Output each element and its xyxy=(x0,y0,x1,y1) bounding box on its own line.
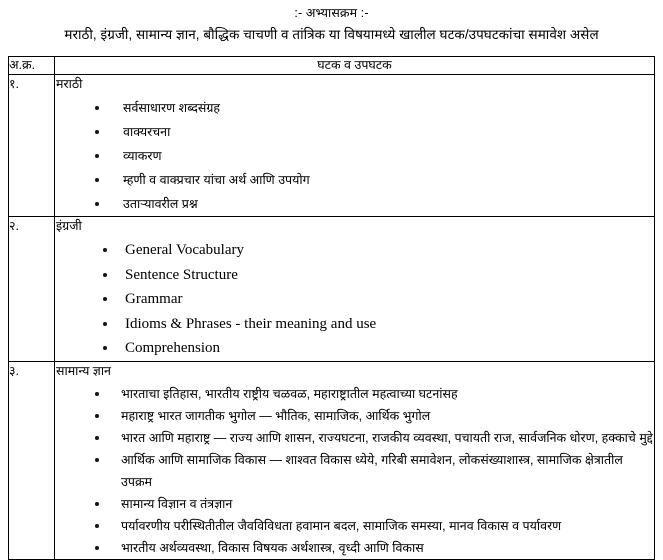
topic-list-item: सामान्य विज्ञान व तंत्रज्ञान xyxy=(93,493,654,515)
topic-list-item: म्हणी व वाक्प्रचार यांचा अर्थ आणि उपयोग xyxy=(93,168,654,192)
topic-list-item: उताऱ्यावरील प्रश्न xyxy=(93,192,654,216)
topic-list-item: General Vocabulary xyxy=(99,238,654,263)
topic-list-item: भारतीय अर्थव्यवस्था, विकास विषयक अर्थशास्त्र, वृध्दी आणि विकास xyxy=(93,537,654,559)
topic-list-item: आर्थिक आणि सामाजिक विकास — शाश्वत विकास ध्येये, गरिबी समावेशन, लोकसंख्याशास्त्र, सामाजिक क्षेत्रातील उपक्रम xyxy=(93,449,654,493)
serial-number-cell: २. xyxy=(9,217,55,362)
topic-list-item: भारत आणि महाराष्ट्र — राज्य आणि शासन, राज्यघटना, राजकीय व्यवस्था, पचायती राज, सार्वजनिक धोरण, हक्काचे मुद्दे xyxy=(93,427,654,449)
column-header-topic: घटक व उपघटक xyxy=(55,57,655,75)
topic-list-item: Sentence Structure xyxy=(99,263,654,288)
syllabus-table xyxy=(8,56,655,560)
table-row xyxy=(9,75,655,217)
table-body xyxy=(9,75,655,560)
topic-list-item: Grammar xyxy=(99,287,654,312)
serial-number-cell: १. xyxy=(9,75,55,217)
topic-list-item: व्याकरण xyxy=(93,144,654,168)
topic-list-item: पर्यावरणीय परीस्थितीतील जैवविविधता हवामान बदल, सामाजिक समस्या, मानव विकास व पर्यावरण xyxy=(93,515,654,537)
topic-list-item: सर्वसाधारण शब्दसंग्रह xyxy=(93,96,654,120)
topic-list xyxy=(55,383,654,559)
topic-cell xyxy=(55,217,655,362)
subject-name: मराठी xyxy=(56,77,83,91)
serial-number-cell: ३. xyxy=(9,361,55,559)
page-title: :- अभ्यासक्रम :- xyxy=(294,6,369,20)
topic-list-item: वाक्यरचना xyxy=(93,120,654,144)
topic-list-item: महाराष्ट्र भारत जागतीक भुगोल — भौतिक, सामाजिक, आर्थिक भुगोल xyxy=(93,405,654,427)
topic-cell xyxy=(55,361,655,559)
topic-cell xyxy=(55,75,655,217)
topic-list-item: Idioms & Phrases - their meaning and use xyxy=(99,312,654,337)
table-row xyxy=(9,361,655,559)
table-row xyxy=(9,217,655,362)
topic-list xyxy=(55,238,654,361)
subject-name: सामान्य ज्ञान xyxy=(56,363,111,378)
topic-list xyxy=(55,96,654,216)
column-header-serial: अ.क्र. xyxy=(9,57,55,75)
topic-list-item: Comprehension xyxy=(99,336,654,361)
topic-list-item: भारताचा इतिहास, भारतीय राष्ट्रीय चळवळ, महाराष्ट्रातील महत्वाच्या घटनांसह xyxy=(93,383,654,405)
table-header-row xyxy=(9,57,655,75)
subject-name: इंग्रजी xyxy=(56,219,82,233)
page-subtitle: मराठी, इंग्रजी, सामान्य ज्ञान, बौद्धिक चाचणी व तांत्रिक या विषयामध्ये खालील घटक/उपघटकांचा समावेश असेल xyxy=(64,27,599,42)
